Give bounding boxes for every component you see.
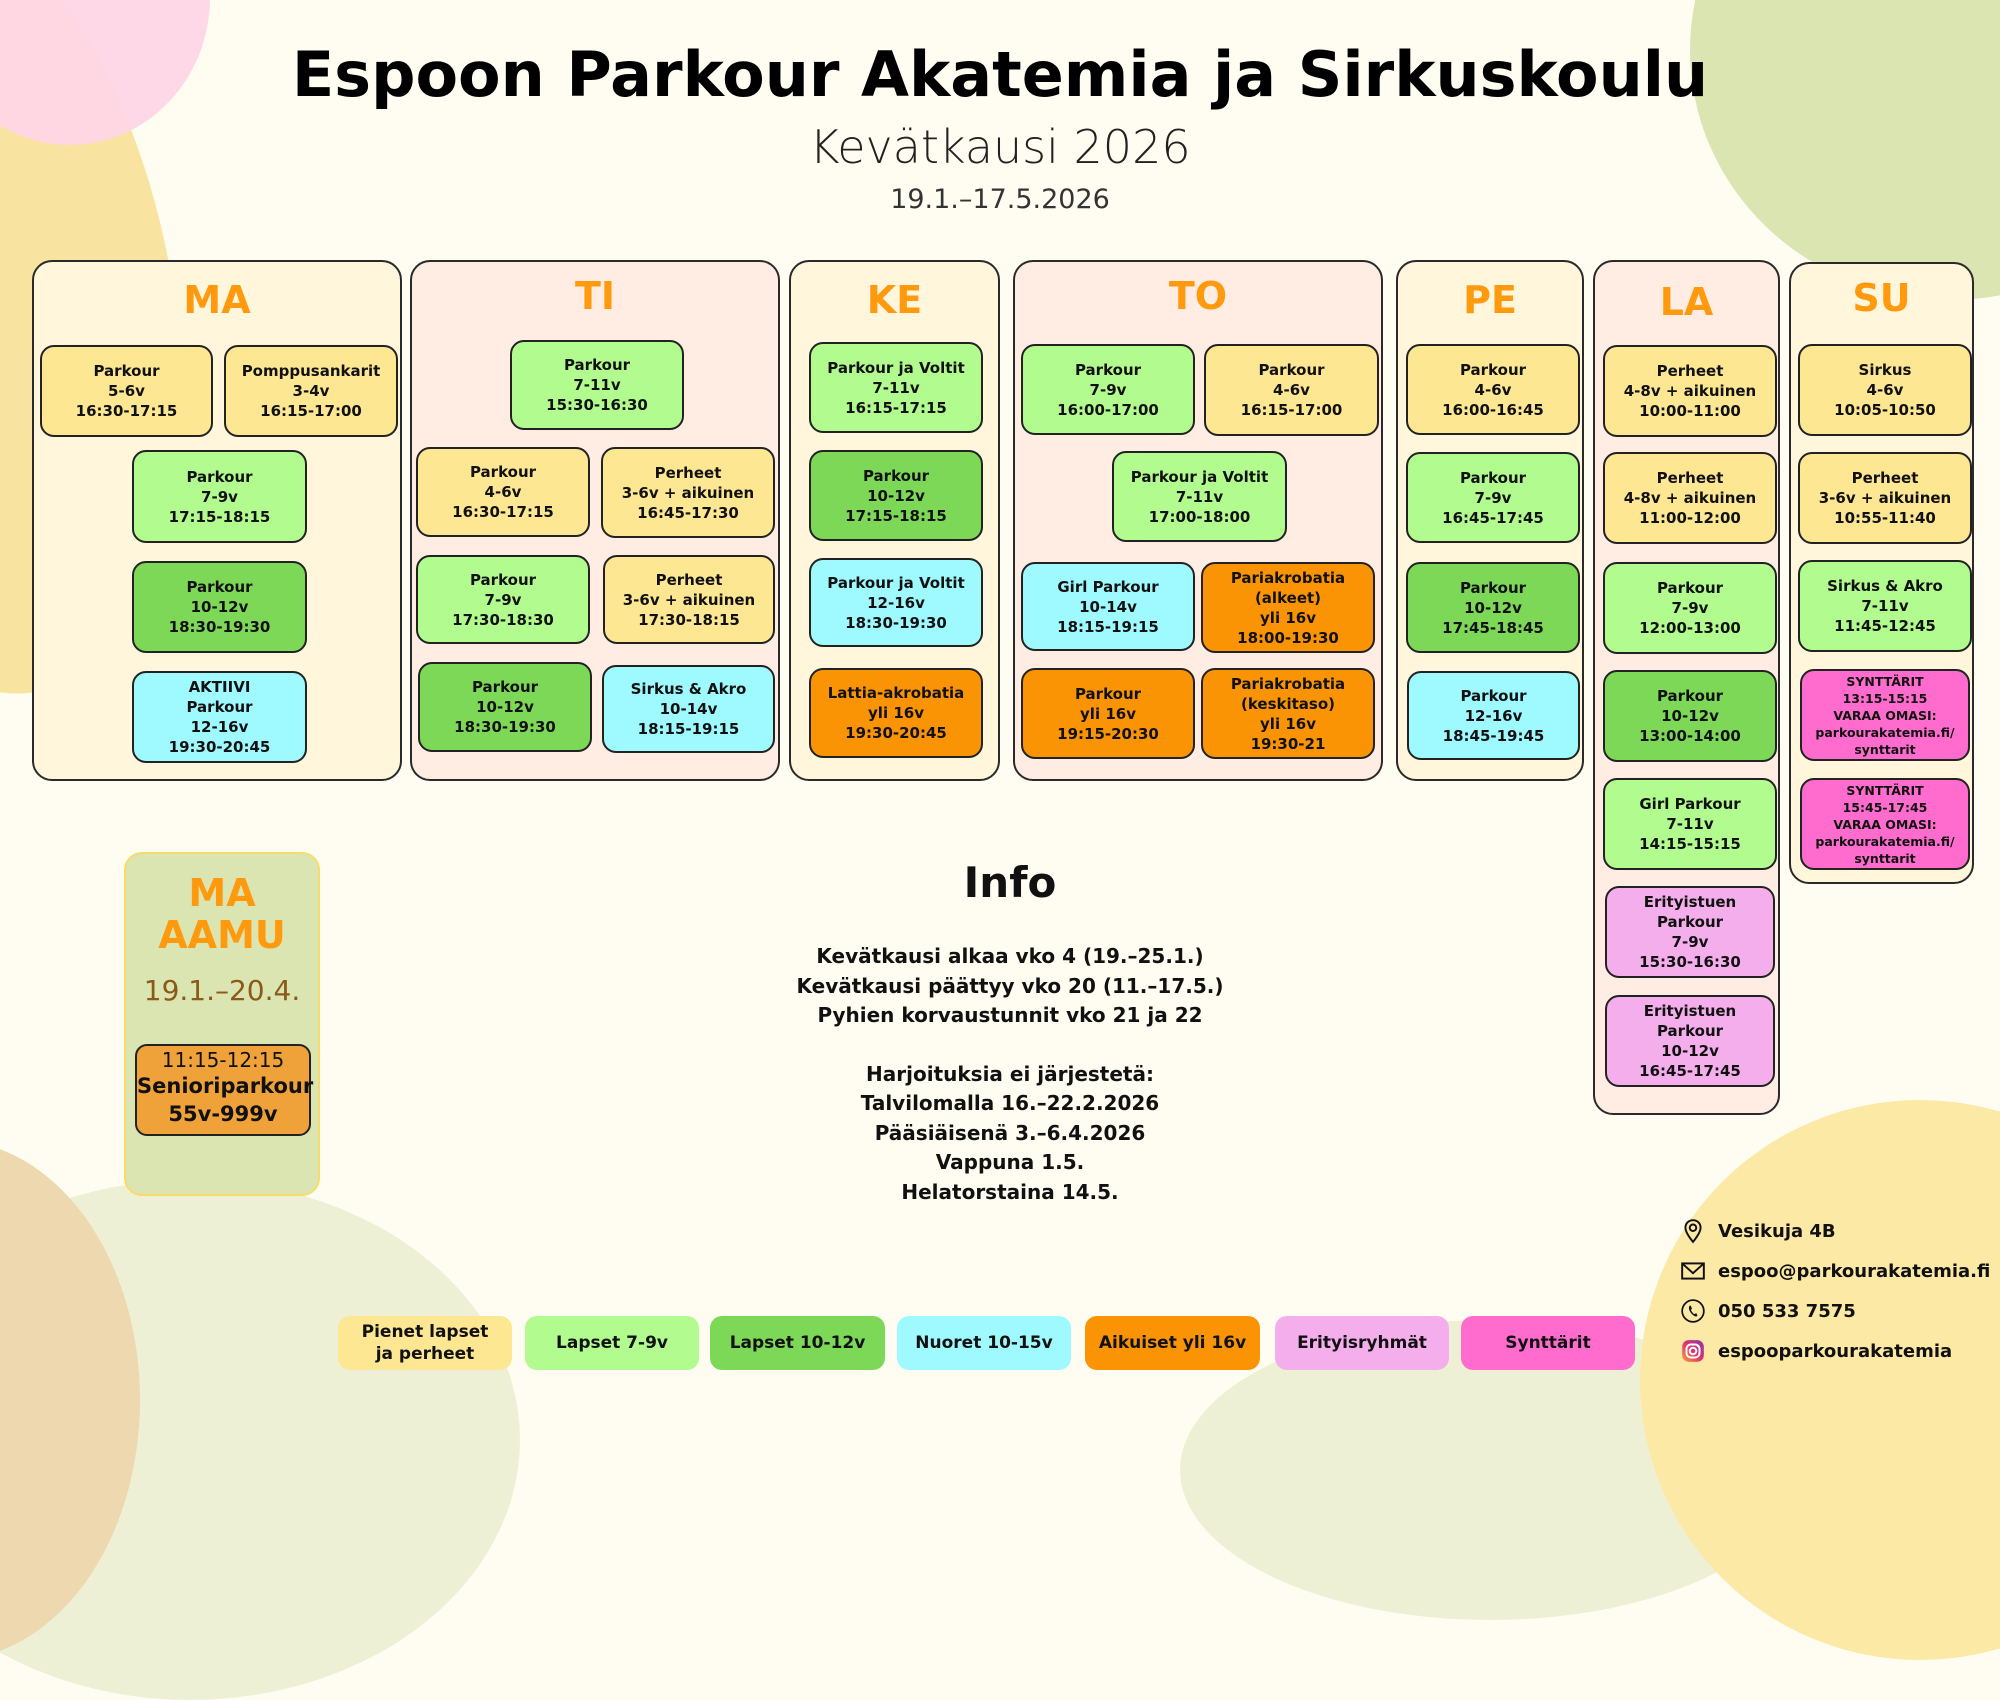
contact-instagram[interactable]: espooparkourakatemia (1680, 1338, 1952, 1364)
class-card: Parkour ja Voltit 7-11v 17:00-18:00 (1112, 451, 1287, 542)
class-card: Parkour 4-6v 16:30-17:15 (416, 447, 590, 537)
day-column-la (1593, 260, 1780, 1115)
contact-email[interactable]: espoo@parkourakatemia.fi (1680, 1258, 1990, 1284)
legend-pienet-lapset: Pienet lapset ja perheet (338, 1316, 512, 1370)
info-heading: Info (963, 858, 1057, 907)
day-label: MA (183, 278, 251, 322)
monday-morning-dates: 19.1.–20.4. (143, 974, 301, 1007)
class-card: Parkour 7-9v 16:00-17:00 (1021, 344, 1195, 435)
class-card: Pomppusankarit 3-4v 16:15-17:00 (224, 345, 398, 437)
day-column-pe (1396, 260, 1584, 781)
class-card: Parkour 10-12v 18:30-19:30 (132, 561, 307, 653)
class-card: Perheet 3-6v + aikuinen 17:30-18:15 (603, 555, 775, 644)
class-card: Parkour 7-9v 12:00-13:00 (1603, 562, 1777, 654)
class-card: Parkour 5-6v 16:30-17:15 (40, 345, 213, 437)
day-column-ke (789, 260, 1000, 781)
legend-nuoret: Nuoret 10-15v (897, 1316, 1071, 1370)
class-card: Parkour ja Voltit 12-16v 18:30-19:30 (809, 558, 983, 647)
location-pin-icon (1680, 1218, 1706, 1244)
class-card: Parkour 10-12v 13:00-14:00 (1603, 670, 1777, 762)
day-label: TI (574, 274, 616, 318)
class-card: Pariakrobatia (keskitaso) yli 16v 19:30-21 (1201, 668, 1375, 759)
class-card: Girl Parkour 10-14v 18:15-19:15 (1021, 562, 1195, 651)
legend-aikuiset: Aikuiset yli 16v (1085, 1316, 1260, 1370)
monday-morning-title: MA AAMU (158, 871, 286, 957)
class-card: Pariakrobatia (alkeet) yli 16v 18:00-19:30 (1201, 562, 1375, 653)
monday-morning-panel (124, 852, 320, 1196)
class-card: Erityistuen Parkour 10-12v 16:45-17:45 (1605, 995, 1775, 1087)
class-card: Parkour 4-6v 16:00-16:45 (1406, 344, 1580, 435)
class-card: Parkour 10-12v 17:15-18:15 (809, 450, 983, 541)
class-card: AKTIIVI Parkour 12-16v 19:30-20:45 (132, 671, 307, 763)
legend-erityisryhmat: Erityisryhmät (1275, 1316, 1449, 1370)
envelope-icon (1680, 1258, 1706, 1284)
class-card: 11:15-12:15 Senioriparkour 55v-999v (135, 1044, 311, 1136)
class-card: Parkour yli 16v 19:15-20:30 (1021, 668, 1195, 759)
day-label: SU (1852, 276, 1911, 320)
class-card: Parkour 7-9v 17:15-18:15 (132, 450, 307, 543)
info-text: Kevätkausi alkaa vko 4 (19.–25.1.) Kevätkausi päättyy vko 20 (11.–17.5.) Pyhien korvaustunnit vko 21 ja 22 Harjoituksia ei järjestetä: Talvilomalla 16.–22.2.2026 Pääsiäisenä 3.–6.4.2026 Vappuna 1.5. Helatorstaina 14.5. (796, 944, 1224, 1204)
class-card: Lattia-akrobatia yli 16v 19:30-20:45 (809, 668, 983, 758)
day-column-ma (32, 260, 402, 781)
class-card: Erityistuen Parkour 7-9v 15:30-16:30 (1605, 886, 1775, 978)
day-column-ti (410, 260, 780, 781)
season-subtitle: Kevätkausi 2026 (809, 120, 1191, 174)
class-card: Parkour 12-16v 18:45-19:45 (1407, 671, 1580, 760)
instagram-icon (1680, 1338, 1706, 1364)
class-card: Perheet 4-8v + aikuinen 10:00-11:00 (1603, 345, 1777, 437)
class-card: Girl Parkour 7-11v 14:15-15:15 (1603, 778, 1777, 870)
class-card: Perheet 3-6v + aikuinen 10:55-11:40 (1798, 452, 1972, 544)
class-card: Sirkus 4-6v 10:05-10:50 (1798, 344, 1972, 436)
day-column-to (1013, 260, 1383, 781)
class-card: Parkour 4-6v 16:15-17:00 (1204, 344, 1379, 436)
phone-icon (1680, 1298, 1706, 1324)
class-card: Perheet 3-6v + aikuinen 16:45-17:30 (601, 447, 775, 538)
page-title: Espoon Parkour Akatemia ja Sirkuskoulu (291, 38, 1709, 111)
contact-address: Vesikuja 4B (1680, 1218, 1836, 1244)
class-card: Parkour 10-12v 17:45-18:45 (1406, 562, 1580, 653)
legend-lapset-7-9: Lapset 7-9v (525, 1316, 699, 1370)
contact-phone[interactable]: 050 533 7575 (1680, 1298, 1856, 1324)
season-dates: 19.1.–17.5.2026 (890, 184, 1110, 215)
class-card: Sirkus & Akro 7-11v 11:45-12:45 (1798, 560, 1972, 652)
legend-synttarit: Synttärit (1461, 1316, 1635, 1370)
birthday-booking-card[interactable]: SYNTTÄRIT 13:15-15:15 VARAA OMASI: parkourakatemia.fi/ synttarit (1800, 669, 1970, 761)
class-card: Parkour ja Voltit 7-11v 16:15-17:15 (809, 342, 983, 433)
day-label: TO (1168, 274, 1228, 318)
day-label: PE (1463, 278, 1517, 322)
class-card: Parkour 10-12v 18:30-19:30 (418, 662, 592, 752)
day-column-su (1789, 262, 1974, 884)
day-label: KE (866, 278, 923, 322)
class-card: Perheet 4-8v + aikuinen 11:00-12:00 (1603, 452, 1777, 544)
legend-lapset-10-12: Lapset 10-12v (710, 1316, 885, 1370)
class-card: Parkour 7-9v 17:30-18:30 (416, 555, 590, 644)
class-card: Parkour 7-9v 16:45-17:45 (1406, 452, 1580, 543)
birthday-booking-card[interactable]: SYNTTÄRIT 15:45-17:45 VARAA OMASI: parkourakatemia.fi/ synttarit (1800, 778, 1970, 870)
class-card: Parkour 7-11v 15:30-16:30 (510, 340, 684, 430)
day-label: LA (1659, 280, 1714, 324)
class-card: Sirkus & Akro 10-14v 18:15-19:15 (602, 665, 775, 753)
